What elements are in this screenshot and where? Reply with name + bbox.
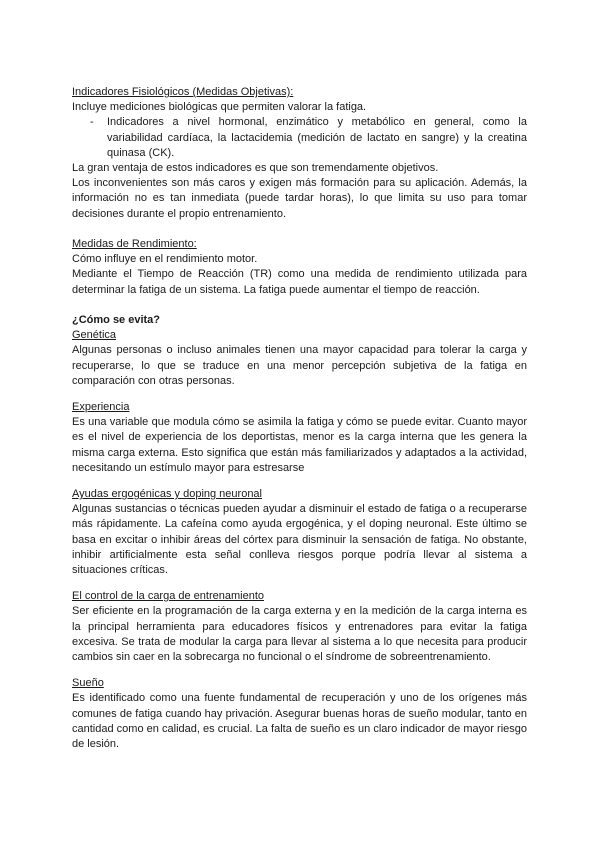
list-item bbox=[72, 115, 527, 161]
paragraph-ayudas-ergogenicas: Algunas sustancias o técnicas pueden ayudar a disminuir el estado de fatiga o a recuperarse más rápidamente. La cafeína como ayuda ergogénica, y el doping neuronal. Este último se basa en excitar o inhibir áreas del córtex para disminuir la sensación de fatiga. No obstante, inhibir artificialmente esta señal conlleva riesgos porque podría llevar al sistema a situaciones críticas. bbox=[72, 503, 527, 577]
bullet-text: Indicadores a nivel hormonal, enzimático y metabólico en general, como la variabilidad cardíaca, la lactacidemia (medición de lactato en sangre) y la creatina quinasa (CK). bbox=[107, 116, 527, 159]
paragraph-inconvenientes: Los inconvenientes son más caros y exigen más formación para su aplicación. Además, la información no es tan inmediata (puede tardar horas), lo que limita su uso para tomar decisiones durante el propio entrenamiento. bbox=[72, 177, 527, 220]
heading-indicadores-fisiologicos: Indicadores Fisiológicos (Medidas Objetivas): bbox=[72, 86, 294, 98]
heading-control-carga: El control de la carga de entrenamiento bbox=[72, 590, 265, 603]
paragraph-fisiologicos-intro: Incluye mediciones biológicas que permiten valorar la fatiga. bbox=[72, 101, 367, 114]
heading-sueno: Sueño bbox=[72, 677, 104, 690]
bullet-dash: - bbox=[90, 116, 94, 129]
heading-como-se-evita: ¿Cómo se evita? bbox=[72, 314, 161, 327]
paragraph-ventaja: La gran ventaja de estos indicadores es que son tremendamente objetivos. bbox=[72, 162, 439, 175]
paragraph-experiencia: Es una variable que modula cómo se asimila la fatiga y cómo se puede evitar. Cuanto mayor es el nivel de experiencia de los deportistas, menor es la carga interna que les genera la misma carga externa. Esto significa que están más familiarizados y adaptados a la actividad, necesitando un estímulo mayor para estresarse bbox=[72, 416, 527, 474]
paragraph-sueno: Es identificado como una fuente fundamental de recuperación y uno de los orígenes más comunes de fatiga cuando hay privación. Asegurar buenas horas de sueño modular, tanto en cantidad como en calidad, es crucial. La falta de sueño es un claro indicador de mayor riesgo de lesión. bbox=[72, 692, 527, 751]
heading-genetica: Genética bbox=[72, 329, 117, 342]
heading-medidas-rendimiento: Medidas de Rendimiento: bbox=[72, 238, 197, 251]
document-page bbox=[72, 85, 527, 752]
paragraph-genetica: Algunas personas o incluso animales tienen una mayor capacidad para tolerar la carga y recuperarse, lo que se traduce en una menor percepción subjetiva de la fatiga en comparación con otras personas. bbox=[72, 344, 527, 387]
paragraph-rendimiento-line2: Mediante el Tiempo de Reacción (TR) como una medida de rendimiento utilizada para determinar la fatiga de un sistema. La fatiga puede aumentar el tiempo de reacción. bbox=[72, 268, 527, 296]
paragraph-control-carga: Ser eficiente en la programación de la carga externa y en la medición de la carga interna es la principal herramienta para educadores físicos y entrenadores para evitar la fatiga excesiva. Se trata de modular la carga para llevar al sistema a lo que necesita para producir cambios sin caer en la sobrecarga no funcional o el síndrome de sobreentrenamiento. bbox=[72, 605, 527, 664]
heading-ayudas-ergogenicas: Ayudas ergogénicas y doping neuronal bbox=[72, 488, 262, 501]
paragraph-rendimiento-line1: Cómo influye en el rendimiento motor. bbox=[72, 253, 258, 266]
bullet-list bbox=[72, 115, 527, 161]
heading-experiencia: Experiencia bbox=[72, 401, 130, 414]
